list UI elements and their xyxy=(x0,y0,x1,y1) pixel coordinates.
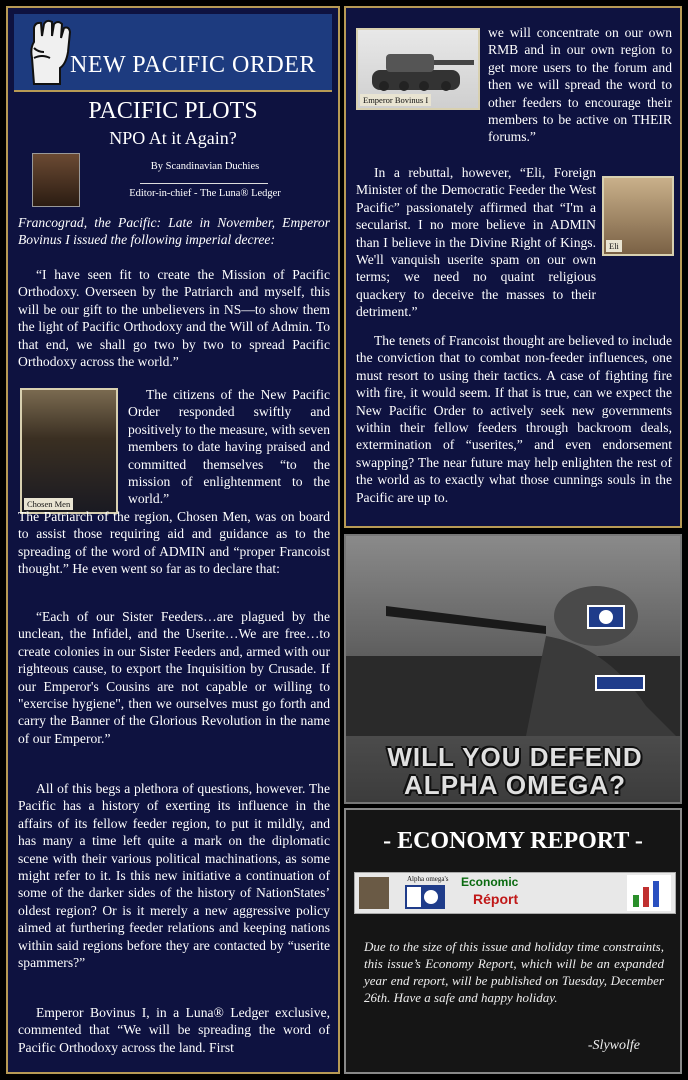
byline-portrait xyxy=(32,153,80,207)
strip-word-report: Réport xyxy=(473,891,519,907)
photo-caption: Emperor Bovinus I xyxy=(360,94,431,106)
citizens-paragraph: The citizens of the New Pacific Order responded swiftly and positively to the measure, with seven members to date having praised and committed themselves “to the mission of enlightenment to the world.” xyxy=(128,387,330,507)
subheadline: NPO At it Again? xyxy=(109,128,237,148)
masthead-title: NEW PACIFIC ORDER xyxy=(70,52,316,78)
economy-body: Due to the size of this issue and holiday time constraints, this issue’s Economy Report, which will be an expanded year end report, will be published on Tuesday, December 26th. Have a safe and happy holiday. xyxy=(364,939,664,1005)
portrait-thumbnail xyxy=(359,877,389,909)
economy-title: - ECONOMY REPORT - xyxy=(383,828,643,854)
poster-line-2: ALPHA OMEGA? xyxy=(404,770,626,800)
economy-banner-strip xyxy=(354,872,676,914)
byline: By Scandinavian Duchies xyxy=(150,161,260,172)
headline: PACIFIC PLOTS xyxy=(88,98,258,124)
byline-divider xyxy=(140,183,268,184)
questions-paragraph: All of this begs a plethora of questions, however. The Pacific has a history of exerting its influence in the affairs of its fellow feeder region, to put it mildly, and has many a time left quite a mark on the diplomatic scene with their various political machinations, as some might refer to it. Is this new initiative a continuation of some of the darker sides of the history of NationStates’ oldest region? Or is it merely a new aggressive policy aimed at furthering feeder relations and keeping nations within said regions before they are contacted by “userite spammers?” xyxy=(18,781,330,971)
signature: -Slywolfe xyxy=(587,1038,640,1053)
soldier-illustration xyxy=(346,536,680,736)
emperor-photo xyxy=(356,28,480,110)
continuation-paragraph: we will concentrate on our own RMB and in our own region to get more users to the forum and then we will spread the word to other feeders to encourage their members to be active on THEIR forums.” xyxy=(488,25,672,145)
photo-caption: Eli xyxy=(606,240,622,252)
poster-line-1: WILL YOU DEFEND xyxy=(387,742,643,772)
bar-chart-icon xyxy=(627,875,671,911)
masthead-banner xyxy=(14,14,332,92)
propaganda-poster xyxy=(344,534,682,804)
economy-report xyxy=(344,808,682,1074)
flag-icon xyxy=(405,885,445,909)
rebuttal-paragraph: In a rebuttal, however, “Eli, Foreign Minister of the Democratic Feeder the West Pacific” passionately affirmed that “I'm a secularist. I no more believe in ADMIN than I believe in the Divine Right of Kings. We'll vanquish userite spam on our own terms; we need no quaint religious quackery to deceive the masses to their detriment.” xyxy=(356,165,596,320)
lede-paragraph: Francograd, the Pacific: Late in November, Emperor Bovinus I issued the following imperial decree: xyxy=(18,215,330,248)
eli-photo xyxy=(602,176,674,256)
strip-word-economic: Economic xyxy=(461,875,519,889)
right-column xyxy=(344,6,682,528)
strip-small-label: Alpha omega's xyxy=(407,875,449,883)
patriarch-paragraph: The Patriarch of the region, Chosen Men, was on board to assist those requiring aid and guidance as to the spreading of the word of ADMIN and “proper Francoist thought.” He even went so far as to declare that: xyxy=(18,509,330,577)
byline-role: Editor-in-chief - The Luna® Ledger xyxy=(129,188,281,199)
photo-caption: Chosen Men xyxy=(24,498,73,510)
sisters-quote: “Each of our Sister Feeders…are plagued by the unclean, the Infidel, and the Userite…We are free…to create colonies in our Sister Feeders and, armed with our righteous cause, to export the Inquisition by Crusade. If our Emperor's Cousins are not capable or willing to "exercise hygiene", then we ourselves must go forth and carry the Banner of the Glorious Revolution in the name of our Emperor.” xyxy=(18,609,330,746)
chosen-men-photo xyxy=(20,388,118,514)
emperor-paragraph: Emperor Bovinus I, in a Luna® Ledger exclusive, commented that “We will be spreading the word of Pacific Orthodoxy across the land. First xyxy=(18,1005,330,1055)
left-column xyxy=(6,6,340,1074)
tenets-paragraph: The tenets of Francoist thought are believed to include the conviction that to combat non-feeder influences, one must resort to using their tactics. A case of fighting fire with fire, it would seem. If that is true, can we expect the New Pacific Order to actively seek new governments within their fellow feeders through backroom deals, extermination of “userites,” and even endorsement swapping? The near future may help enlighten the rest of the world as to exactly what those cunnings souls in the Pacific are up to. xyxy=(356,333,672,505)
decree-quote: “I have seen fit to create the Mission of Pacific Orthodoxy. Overseen by the Patriarch and myself, this will be our gift to the unbelievers in NS—to show them the light of Pacific Orthodoxy and the Will of Admin. To that end, we shall go two by two to spread Pacific Orthodoxy across the world.” xyxy=(18,267,330,370)
